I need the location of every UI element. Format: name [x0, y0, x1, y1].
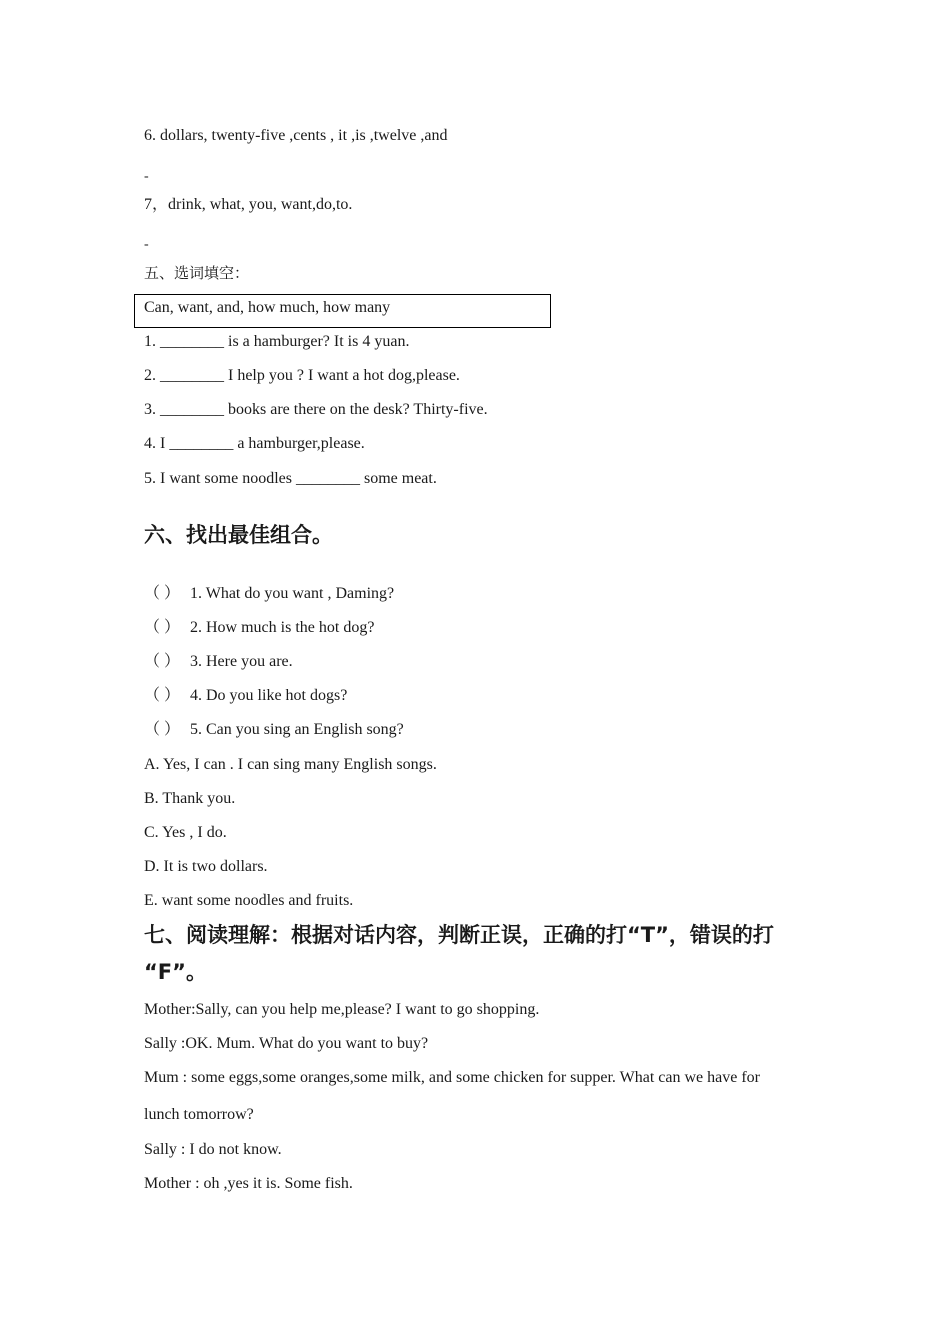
question-text: 5. Can you sing an English song?	[190, 721, 404, 738]
fill-blank-item: 2. ________ I help you ? I want a hot dog,please.	[144, 367, 460, 384]
word-bank-box	[134, 294, 551, 328]
section7-title-line1: 七、阅读理解：根据对话内容，判断正误，正确的打“T”，错误的打	[144, 923, 774, 947]
answer-parentheses: （ ）	[144, 721, 181, 738]
match-option: C. Yes , I do.	[144, 824, 227, 841]
answer-line-7: -	[144, 237, 149, 252]
section5-title: 五、选词填空：	[144, 264, 250, 282]
match-option: A. Yes, I can . I can sing many English songs.	[144, 756, 437, 773]
fill-blank-item: 5. I want some noodles ________ some meat.	[144, 470, 437, 487]
word-bank-text: Can, want, and, how much, how many	[144, 299, 391, 316]
match-question	[144, 720, 404, 740]
answer-line-6: -	[144, 169, 149, 184]
match-option: D. It is two dollars.	[144, 858, 268, 875]
answer-parentheses: （ ）	[144, 653, 181, 670]
question-text: 4. Do you like hot dogs?	[190, 687, 348, 704]
match-question	[144, 584, 394, 604]
dialogue-line: Sally :OK. Mum. What do you want to buy?	[144, 1035, 429, 1052]
answer-parentheses: （ ）	[144, 619, 181, 636]
dialogue-line: Mum : some eggs,some oranges,some milk, and some chicken for supper. What can we have for	[144, 1069, 760, 1086]
answer-parentheses: （ ）	[144, 687, 181, 704]
fill-blank-item: 1. ________ is a hamburger? It is 4 yuan.	[144, 333, 410, 350]
match-question	[144, 652, 293, 672]
answer-parentheses: （ ）	[144, 585, 181, 602]
fill-blank-item: 3. ________ books are there on the desk? Thirty-five.	[144, 401, 488, 418]
question-text: 1. What do you want , Daming?	[190, 585, 395, 602]
dialogue-line: Mother : oh ,yes it is. Some fish.	[144, 1175, 353, 1192]
section7-title-line2: “F”。	[144, 960, 207, 984]
question-text: 3. Here you are.	[190, 653, 293, 670]
match-question	[144, 618, 374, 638]
dialogue-line: lunch tomorrow?	[144, 1106, 254, 1123]
question-text: 2. How much is the hot dog?	[190, 619, 375, 636]
section6-title: 六、找出最佳组合。	[144, 523, 333, 547]
match-option: B. Thank you.	[144, 790, 236, 807]
match-option: E. want some noodles and fruits.	[144, 892, 354, 909]
dialogue-line: Mother:Sally, can you help me,please? I want to go shopping.	[144, 1001, 540, 1018]
sentence-item-7: 7，drink, what, you, want,do,to.	[144, 196, 353, 213]
sentence-item-6: 6. dollars, twenty-five ,cents , it ,is ,twelve ,and	[144, 127, 448, 144]
dialogue-line: Sally : I do not know.	[144, 1141, 282, 1158]
fill-blank-item: 4. I ________ a hamburger,please.	[144, 435, 365, 452]
match-question	[144, 686, 347, 706]
